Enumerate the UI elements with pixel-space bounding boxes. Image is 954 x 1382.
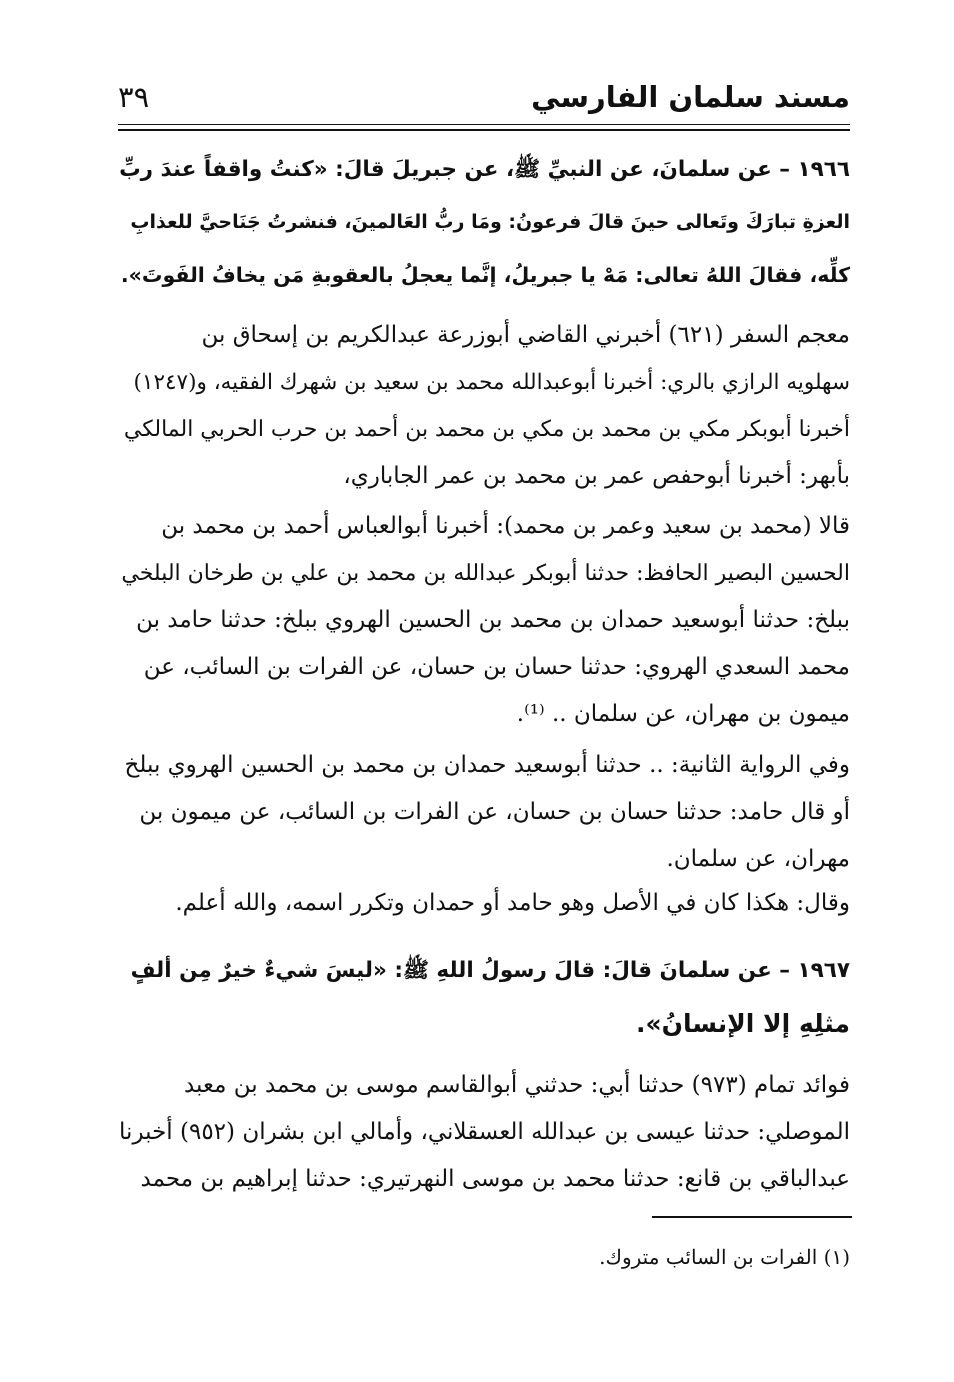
hadith-line: ١٩٦٧ – عن سلمانَ قالَ: قالَ رسولُ اللهِ ﷺ: «ليسَ شيءٌ خيرٌ مِن ألفٍ [130,958,850,983]
hadith-line: العزةِ تبارَكَ وتَعالى حينَ قالَ فرعونُ: ومَا ربُّ العَالمينَ، فنشرتُ جَنَاحيَّ للعذابِ [130,211,850,233]
source-paragraph-4 [118,880,850,927]
paragraph-line: الموصلي: حدثنا عيسى بن عبدالله العسقلاني، وأمالي ابن بشران (٩٥٢) أخبرنا [119,1119,850,1145]
source-paragraph-2 [118,503,850,738]
hadith-1966 [118,143,850,302]
paragraph-line: محمد السعدي الهروي: حدثنا حسان بن حسان، عن الفرات بن السائب، عن [143,654,850,680]
source-paragraph-1 [118,312,850,500]
paragraph-line: عبدالباقي بن قانع: حدثنا محمد بن موسى النهرتيري: حدثنا إبراهيم بن محمد [140,1166,850,1192]
paragraph-line: بأبهر: أخبرنا أبوحفص عمر بن محمد بن عمر الجاباري، [343,463,850,489]
header-rule-thin [118,124,850,125]
hadith-line: كلِّه، فقالَ اللهُ تعالى: مَهْ يا جبريلُ، إنَّما يعجلُ بالعقوبةِ مَن يخافُ الفَوتَ». [120,263,850,287]
paragraph-line: ميمون بن مهران، عن سلمان .. ⁽¹⁾. [516,701,850,727]
source-paragraph-5 [118,1062,850,1203]
header-rule-thick [118,129,850,131]
source-paragraph-3 [118,742,850,883]
paragraph-line: أو قال حامد: حدثنا حسان بن حسان، عن الفرات بن السائب، عن ميمون بن [139,799,850,825]
footnote-separator [652,1216,852,1218]
hadith-line: مثلِهِ إلا الإنسانُ». [635,1009,850,1038]
footnote-1: (١) الفرات بن السائب متروك. [599,1245,850,1269]
page-header [118,80,850,124]
hadith-1967 [118,944,850,1050]
paragraph-line: أخبرنا أبوبكر مكي بن محمد بن مكي بن محمد بن أحمد بن حرب الحربي المالكي [123,417,850,442]
hadith-line: ١٩٦٦ – عن سلمانَ، عن النبيِّ ﷺ، عن جبريلَ قالَ: «كنتُ واقفاً عندَ ربِّ [119,157,850,182]
paragraph-line: قالا (محمد بن سعيد وعمر بن محمد): أخبرنا أبوالعباس أحمد بن محمد بن [161,513,850,539]
paragraph-line: ببلخ: حدثنا أبوسعيد حمدان بن محمد بن الحسين الهروي ببلخ: حدثنا حامد بن [136,607,850,633]
paragraph-line: مهران، عن سلمان. [666,846,850,872]
paragraph-line: معجم السفر (٦٢١) أخبرني القاضي أبوزرعة عبدالكريم بن إسحاق بن [201,322,850,348]
paragraph-line: وقال: هكذا كان في الأصل وهو حامد أو حمدان وتكرر اسمه، والله أعلم. [175,890,850,916]
page-number: ٣٩ [118,80,150,114]
book-title: مسند سلمان الفارسي [531,80,850,114]
paragraph-line: سهلويه الرازي بالري: أخبرنا أبوعبدالله محمد بن سعيد بن شهرك الفقيه، و(١٢٤٧) [133,370,850,395]
paragraph-line: وفي الرواية الثانية: .. حدثنا أبوسعيد حمدان بن محمد بن الحسين الهروي ببلخ [124,752,850,778]
paragraph-line: الحسين البصير الحافظ: حدثنا أبوبكر عبدالله بن محمد بن علي بن طرخان البلخي [121,561,850,586]
paragraph-line: فوائد تمام (٩٧٣) حدثنا أبي: حدثني أبوالقاسم موسى بن محمد بن معبد [183,1072,850,1098]
